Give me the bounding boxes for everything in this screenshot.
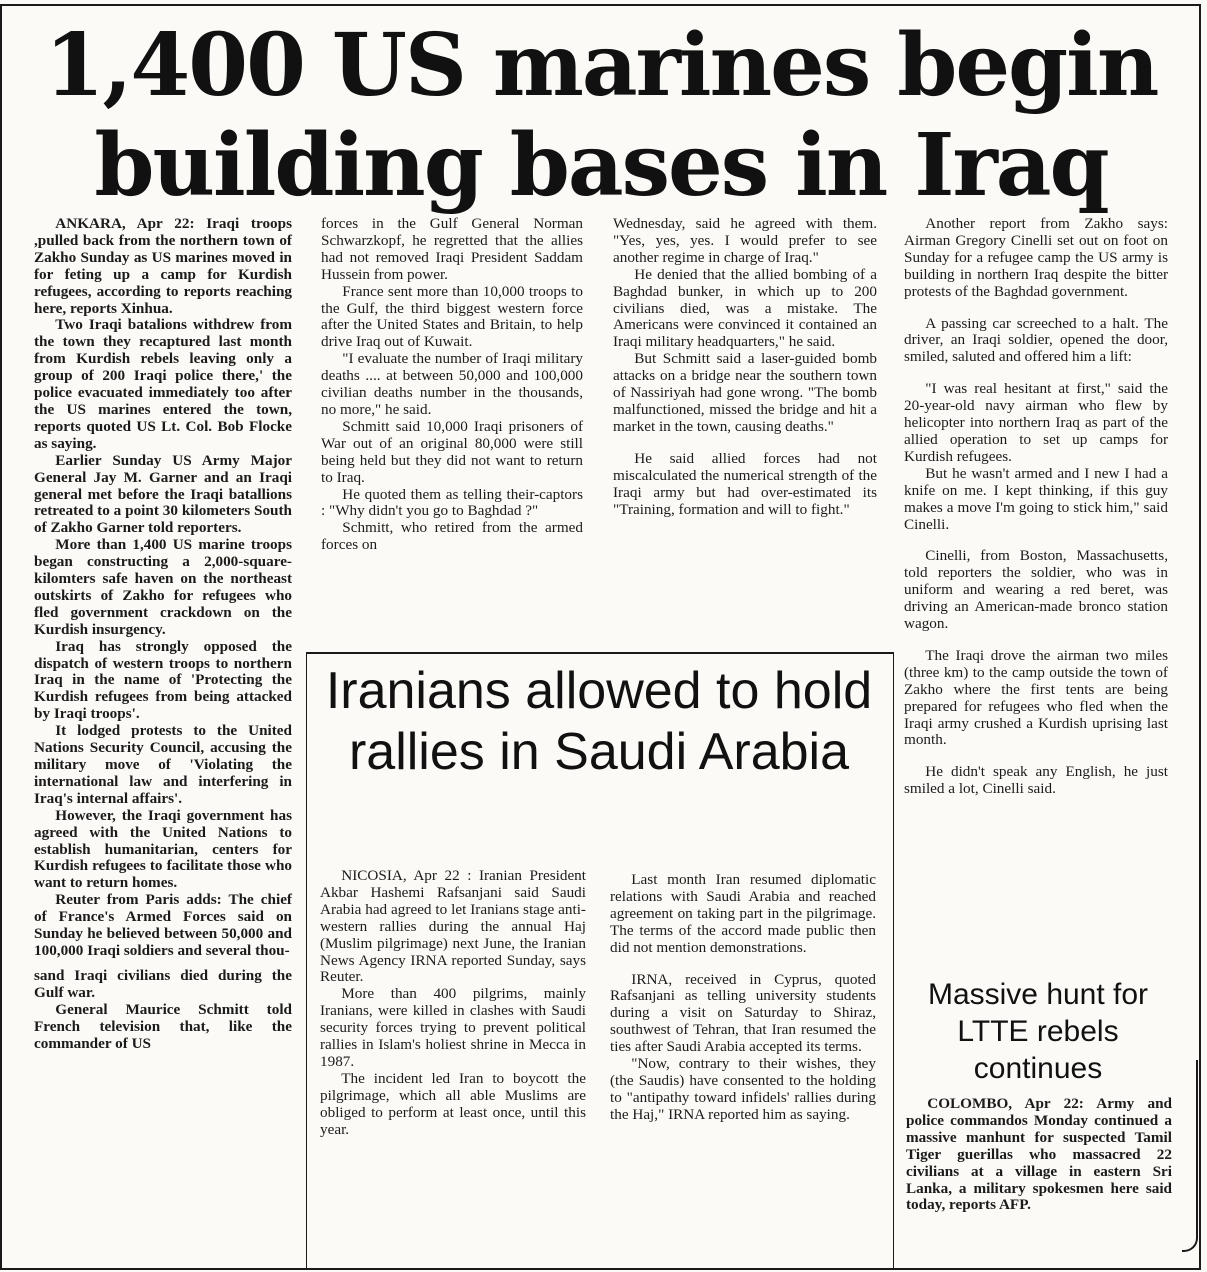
paragraph: forces in the Gulf General Norman Schwarzkopf, he regretted that the allies had not removed Iraqi President Saddam Hussein from power. bbox=[321, 215, 583, 283]
paragraph: Last month Iran resumed diplomatic relations with Saudi Arabia and reached agreement on taking part in the pilgrimage. The terms of the accord made public then did not mention demonstrations. bbox=[610, 871, 876, 956]
main-story-column-2 bbox=[321, 216, 583, 554]
paragraph: Cinelli, from Boston, Massachusetts, told reporters the soldier, who was in uniform and wearing a red beret, was driving an American-made bronco station wagon. bbox=[904, 547, 1168, 633]
iran-headline: Iranians allowed to hold rallies in Saudi Arabia bbox=[325, 662, 873, 781]
ltte-headline: Massive hunt for LTTE rebels continues bbox=[927, 978, 1149, 1085]
clipping-bracket bbox=[1182, 1060, 1198, 1252]
main-story-column-1 bbox=[34, 216, 292, 1052]
paragraph: "I was real hesitant at first," said the 20-year-old navy airman who flew by helicopter into northern Iraq as part of the allied operation to set up camps for Kurdish refugees. bbox=[904, 380, 1168, 465]
paragraph: France sent more than 10,000 troops to the Gulf, the third biggest western force after the United States and Britain, to help drive Iraq out of Kuwait. bbox=[321, 282, 583, 351]
headline-line-2: building bases in Iraq bbox=[94, 115, 1108, 216]
iran-story-column-2 bbox=[610, 872, 876, 1124]
paragraph: IRNA, received in Cyprus, quoted Rafsanjani as telling university students during a visit on Saturday to Shiraz, southwest of Tehran, that Iran resumed the ties after Saudi Arabia accepted its terms. bbox=[610, 970, 876, 1056]
paragraph: NICOSIA, Apr 22 : Iranian President Akbar Hashemi Rafsanjani said Saudi Arabia had agreed to let Iranians stage anti-western rallies during the annual Haj (Muslim pilgrimage) next June, the Iranian News Agency IRNA reported Sunday, says Reuter. bbox=[320, 867, 586, 986]
paragraph: sand Iraqi civilians died during the Gulf war. bbox=[34, 966, 292, 1001]
paragraph: He said allied forces had not miscalculated the numerical strength of the Iraqi army but had over-estimated its "Training, formation and will to fight." bbox=[613, 449, 877, 518]
paragraph: The incident led Iran to boycott the pilgrimage, which all able Muslims are obliged to perform at least once, until this year. bbox=[320, 1069, 586, 1138]
box-top-rule bbox=[306, 652, 894, 654]
paragraph: More than 400 pilgrims, mainly Iranians, were killed in clashes with Saudi security forces trying to prevent political rallies in Islam's holiest shrine in Mecca in 1987. bbox=[320, 985, 586, 1070]
paragraph: He quoted them as telling their-captors : "Why didn't you go to Baghdad ?" bbox=[321, 485, 583, 520]
main-story-column-4 bbox=[904, 216, 1168, 798]
paragraph: Earlier Sunday US Army Major General Jay M. Garner and an Iraqi general met before the Iraqi batallions retreated to a point 30 kilometers South of Zakho Garner told reporters. bbox=[34, 451, 292, 537]
paragraph: Wednesday, said he agreed with them. "Yes, yes, yes. I would prefer to see another regime in charge of Iraq." bbox=[613, 215, 877, 266]
paragraph: More than 1,400 US marine troops began constructing a 2,000-square-kilomters safe haven on the northeast outskirts of Zakho for refugees who fled government crackdown on the Kurdish insurgency. bbox=[34, 536, 292, 638]
paragraph: The Iraqi drove the airman two miles (three km) to the camp outside the town of Zakho where the first tents are being prepared for refugees who fled when the Iraqi army crushed a Kurdish uprising last month. bbox=[904, 646, 1168, 749]
column-rule bbox=[306, 652, 307, 1270]
paragraph: Two Iraqi batalions withdrew from the town they recaptured last month from Kurdish rebels leaving only a group of 200 Iraqi police there,' the police evacuated immediately too after the US marines entered the town, reports quoted US Lt. Col. Bob Flocke as saying. bbox=[34, 316, 292, 452]
paragraph: However, the Iraqi government has agreed with the United Nations to establish humanitarian, centers for Kurdish refugees to facilitate those who want to return homes. bbox=[34, 806, 292, 892]
ltte-story-body bbox=[906, 1096, 1172, 1214]
paragraph: Reuter from Paris adds: The chief of France's Armed Forces said on Sunday he believed between 50,000 and 100,000 Iraqi soldiers and several thou- bbox=[34, 891, 292, 959]
paragraph: But he wasn't armed and I new I had a knife on me. I kept thinking, if this guy makes a move I'm going to stick him," said Cinelli. bbox=[904, 464, 1168, 533]
headline-line-1: 1,400 US marines begin bbox=[44, 15, 1158, 116]
paragraph: He didn't speak any English, he just smiled a lot, Cinelli said. bbox=[904, 763, 1168, 798]
paragraph: Schmitt, who retired from the armed forces on bbox=[321, 519, 583, 554]
paragraph: He denied that the allied bombing of a Baghdad bunker, in which up to 200 civilians died, was a mistake. The Americans were convinced it contained an Iraqi military headquarters," he said. bbox=[613, 265, 877, 351]
paragraph: But Schmitt said a laser-guided bomb attacks on a bridge near the southern town of Nassiriyah had gone wrong. "The bomb malfunctioned, missed the bridge and hit a market in the town, causing deaths." bbox=[613, 350, 877, 435]
main-story-column-3 bbox=[613, 216, 877, 518]
paragraph: Schmitt said 10,000 Iraqi prisoners of War out of an original 80,000 were still being held but they did not want to return to Iraq. bbox=[321, 417, 583, 486]
paragraph: "I evaluate the number of Iraqi military deaths .... at between 50,000 and 100,000 civilian deaths number in the thousands, no more," he said. bbox=[321, 350, 583, 418]
paragraph: COLOMBO, Apr 22: Army and police commandos Monday continued a massive manhunt for suspected Tamil Tiger guerillas who massacred 22 civilians at a village in eastern Sri Lanka, a military spokesmen here said today, reports AFP. bbox=[906, 1095, 1172, 1214]
paragraph: "Now, contrary to their wishes, they (the Saudis) have consented to the holding to "antipathy toward infidels' rallies during the Haj," IRNA reported him as saying. bbox=[610, 1055, 876, 1123]
column-rule bbox=[893, 652, 894, 1270]
paragraph: ANKARA, Apr 22: Iraqi troops ,pulled back from the northern town of Zakho Sunday as US marines moved in for feting up a camp for Kurdish refugees, according to reports reaching here, reports Xinhua. bbox=[34, 215, 292, 317]
paragraph: A passing car screeched to a halt. The driver, an Iraqi soldier, opened the door, smiled, saluted and offered him a lift: bbox=[904, 314, 1168, 366]
paragraph: It lodged protests to the United Nations Security Council, accusing the military move of 'Violating the international law and interfering in Iraq's internal affairs'. bbox=[34, 722, 292, 807]
main-headline bbox=[6, 16, 1196, 216]
paragraph: Iraq has strongly opposed the dispatch of western troops to northern Iraq in the name of 'Protecting the Kurdish refugees from being attacked by Iraqi troops'. bbox=[34, 637, 292, 723]
iran-story-column-1 bbox=[320, 868, 586, 1139]
paragraph: Another report from Zakho says: Airman Gregory Cinelli set out on foot on Sunday for a refugee camp the US army is building in northern Iraq despite the bitter protests of the Baghdad government. bbox=[904, 215, 1168, 300]
paragraph: General Maurice Schmitt told French television that, like the commander of US bbox=[34, 1000, 292, 1052]
